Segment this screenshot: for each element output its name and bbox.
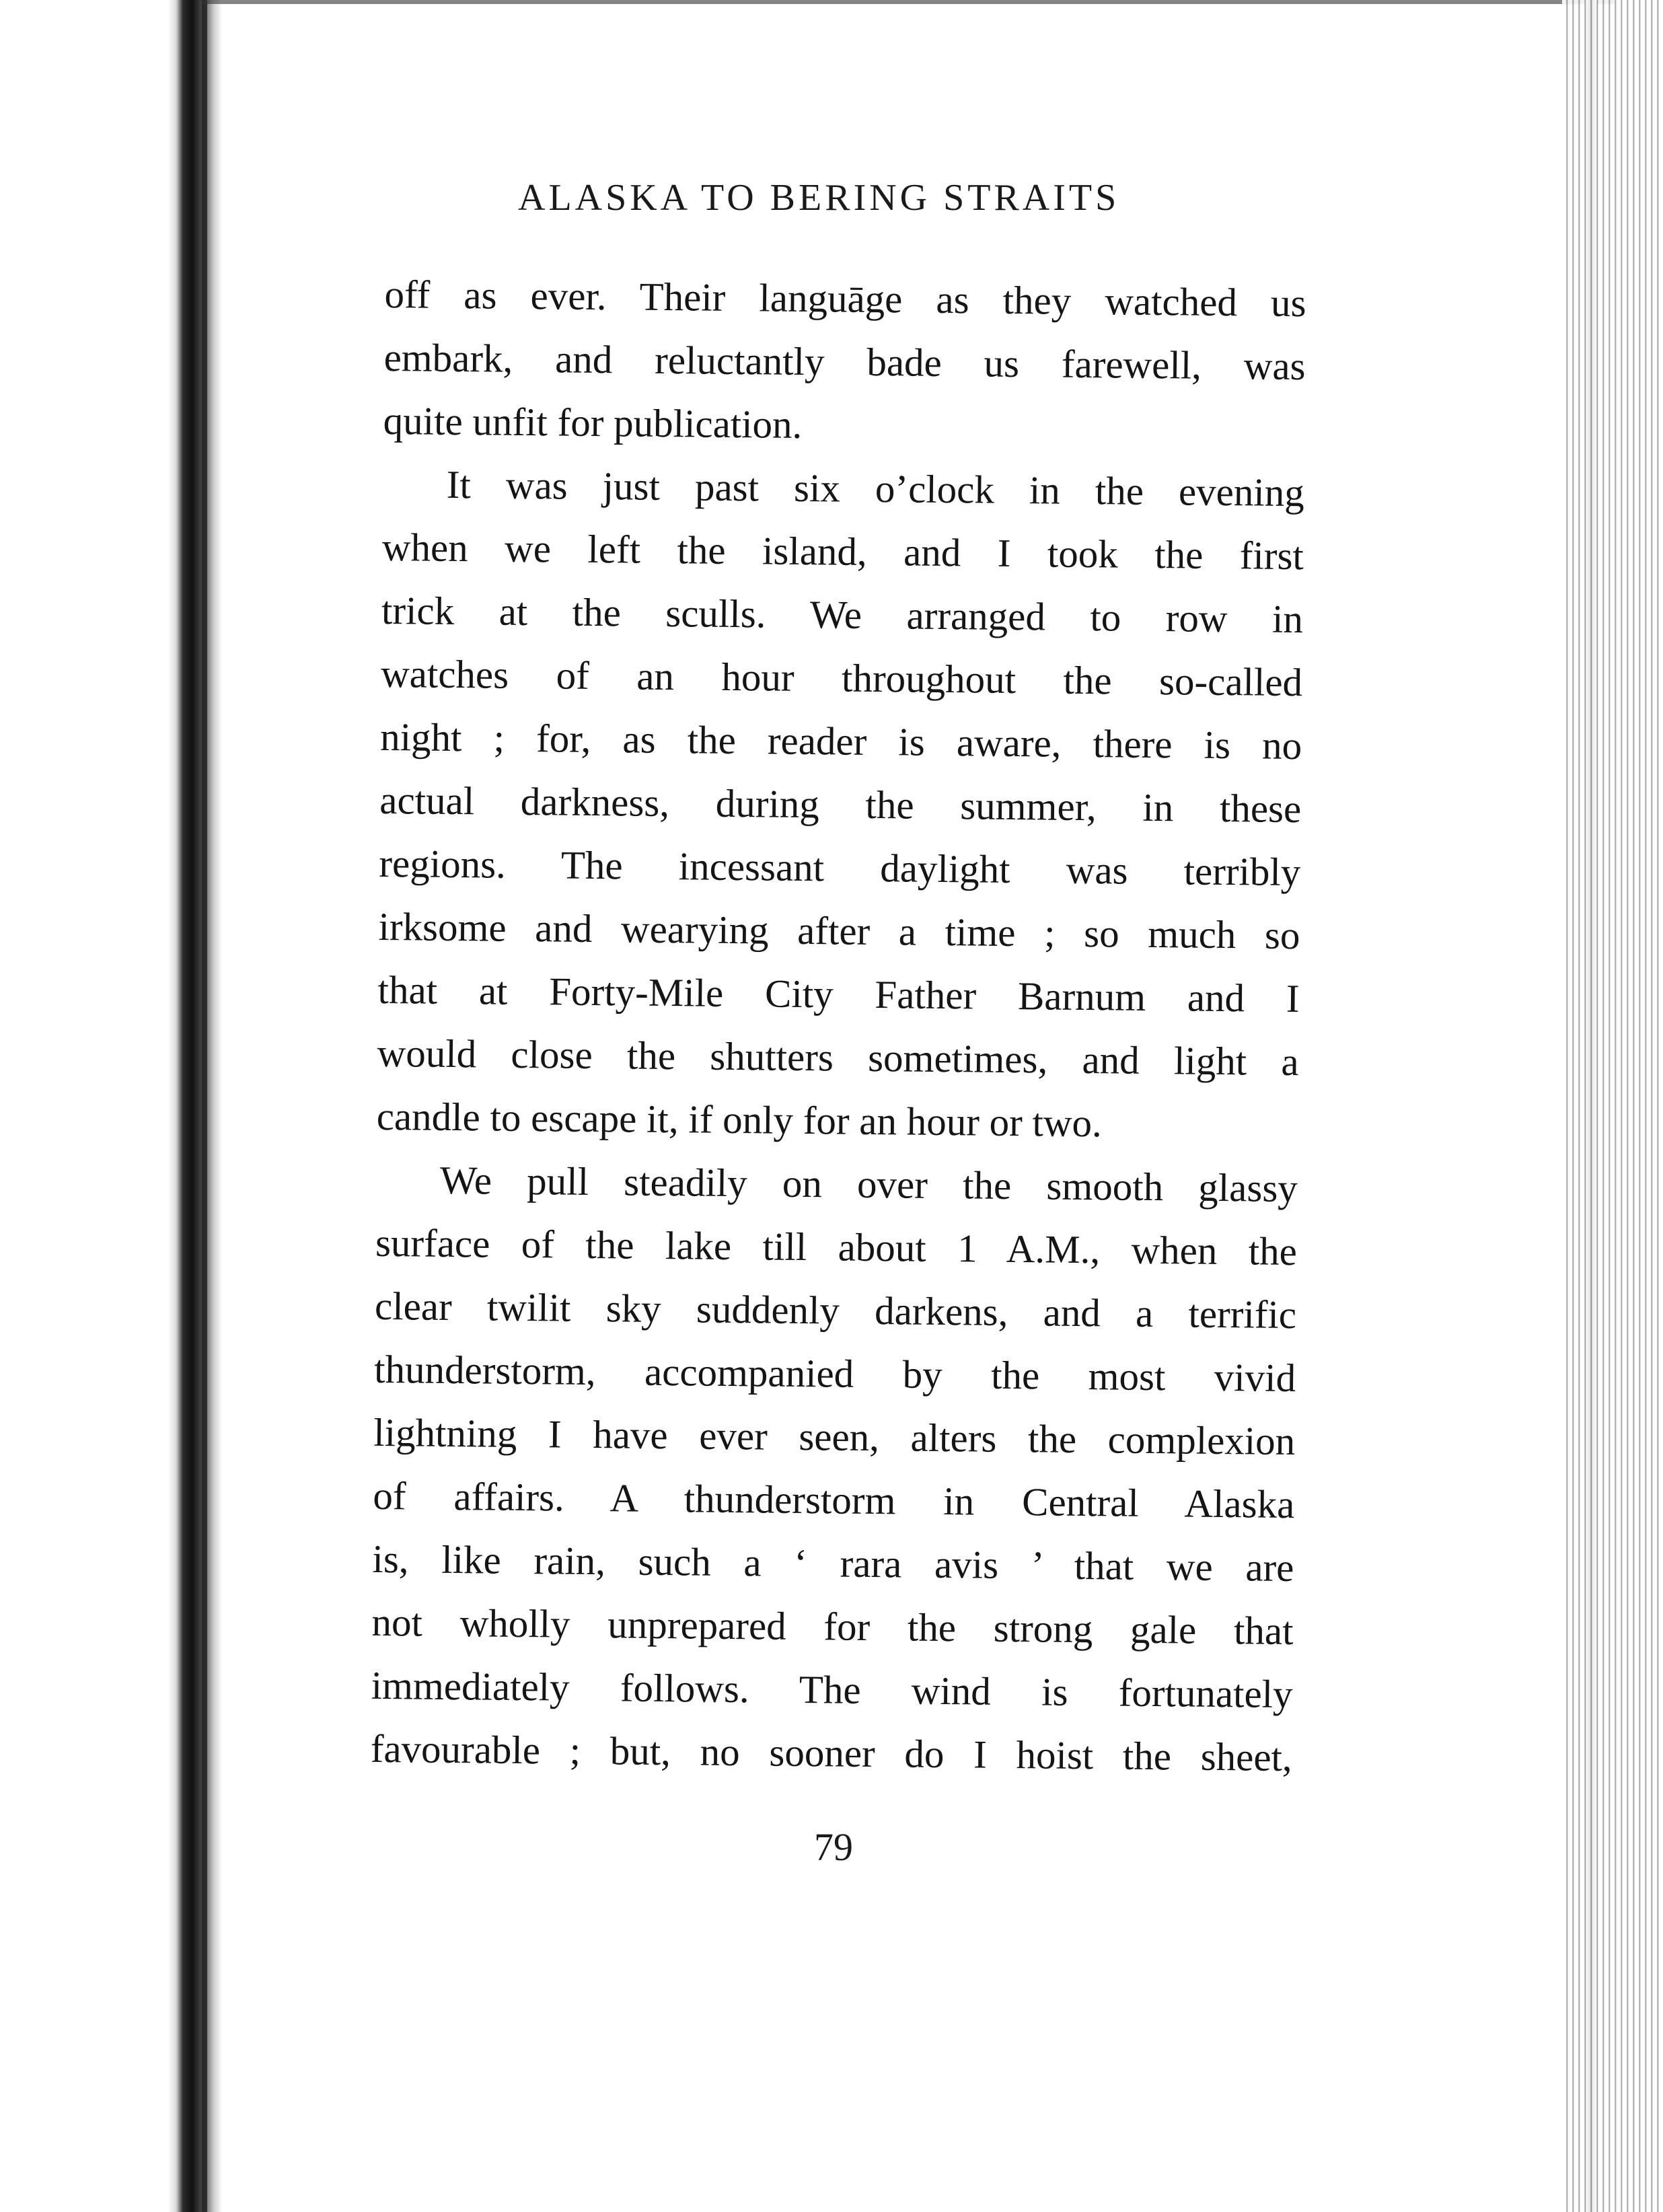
- book-gutter-shadow: [0, 0, 222, 2212]
- text-line: surface of the lake till about 1 A.M., when the: [375, 1220, 1298, 1274]
- text-line: It was just past six o’clock in the evening: [446, 462, 1305, 515]
- text-line: off as ever. Their languāge as they watched us: [384, 271, 1306, 326]
- text-line: favourable ; but, no sooner do I hoist the sheet,: [370, 1726, 1293, 1780]
- text-line: would close the shutters sometimes, and light a: [377, 1030, 1299, 1084]
- text-line: We pull steadily on over the smooth glassy: [439, 1157, 1298, 1211]
- book-gutter-edge: [202, 0, 207, 2212]
- text-line: that at Forty-Mile City Father Barnum and I: [377, 967, 1300, 1021]
- page-number: 79: [814, 1825, 853, 1869]
- text-line: actual darkness, during the summer, in these: [379, 777, 1302, 832]
- page-top-edge: [202, 0, 1615, 4]
- text-line: quite unfit for publication.: [383, 398, 803, 447]
- text-line: regions. The incessant daylight was terribly: [379, 840, 1301, 895]
- paragraph: [370, 1148, 1298, 1789]
- text-line: thunderstorm, accompanied by the most vivid: [373, 1346, 1296, 1401]
- text-line: trick at the sculls. We arranged to row in: [381, 587, 1304, 642]
- paragraph: [376, 452, 1304, 1156]
- text-line: watches of an hour throughout the so-called: [380, 651, 1303, 705]
- text-line: is, like rain, such a ‘ rara avis ’ that we are: [372, 1536, 1294, 1590]
- text-line: embark, and reluctantly bade us farewell, was: [383, 334, 1306, 389]
- body-text: [370, 262, 1306, 1789]
- text-line: lightning I have ever seen, alters the complexion: [373, 1409, 1296, 1464]
- text-line: not wholly unprepared for the strong gale that: [371, 1599, 1294, 1654]
- stacked-page-edges: [1562, 0, 1663, 2212]
- paragraph: [383, 262, 1306, 461]
- running-header: ALASKA TO BERING STRAITS: [518, 177, 1120, 219]
- text-line: night ; for, as the reader is aware, there is no: [379, 714, 1302, 768]
- text-line: clear twilit sky suddenly darkens, and a terrific: [374, 1283, 1297, 1337]
- text-line: when we left the island, and I took the first: [381, 524, 1304, 579]
- text-line: candle to escape it, if only for an hour or two.: [376, 1093, 1103, 1146]
- text-line: irksome and wearying after a time ; so much so: [378, 904, 1300, 958]
- text-line: of affairs. A thunderstorm in Central Alaska: [373, 1473, 1295, 1527]
- text-line: immediately follows. The wind is fortunately: [371, 1662, 1293, 1717]
